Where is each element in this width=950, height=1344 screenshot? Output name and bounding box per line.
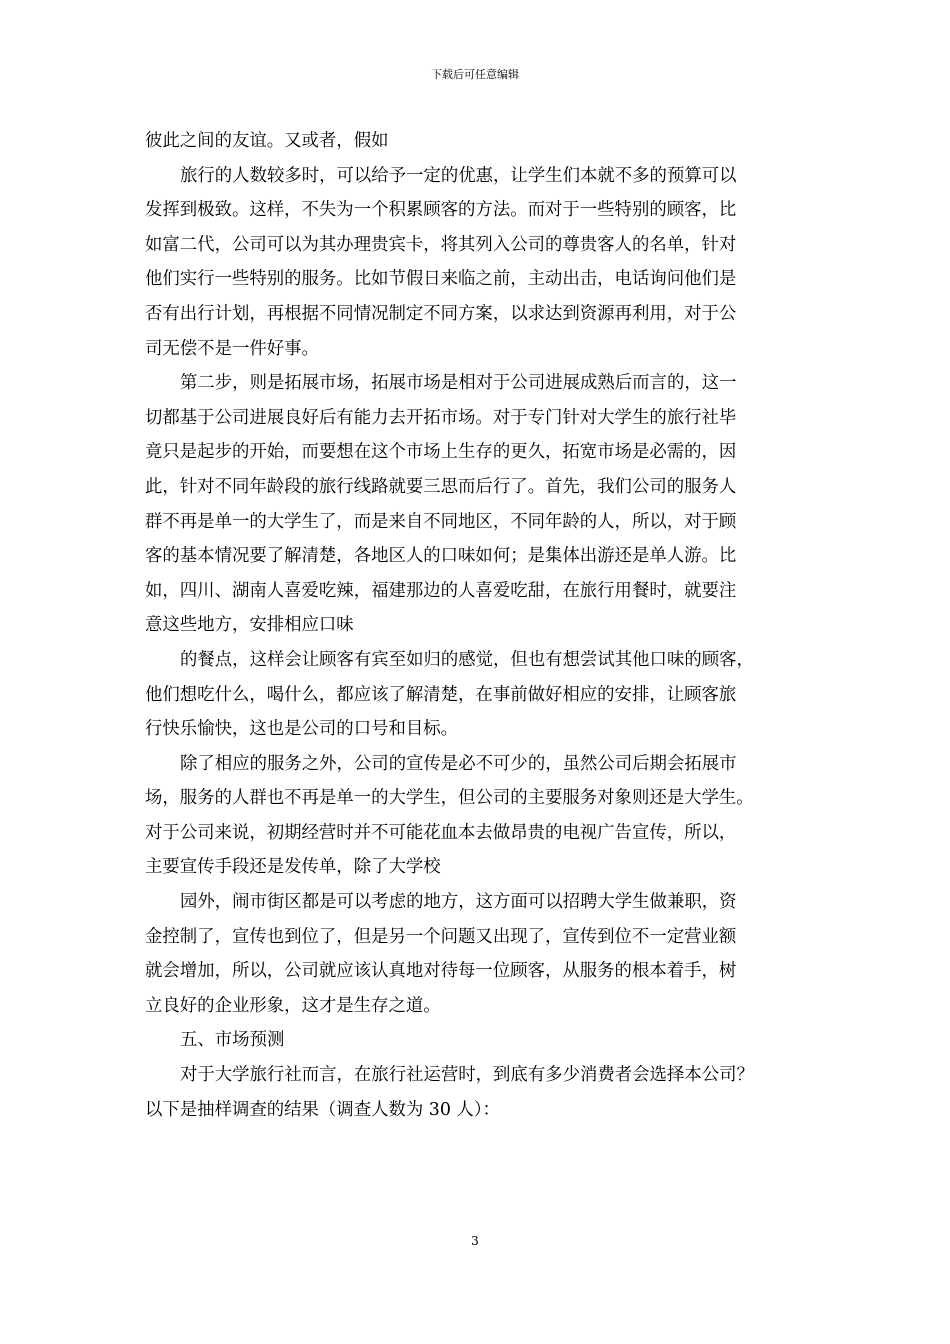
text-line: 对于公司来说，初期经营时并不可能花血本去做昂贵的电视广告宣传，所以， xyxy=(145,822,737,843)
text-line: 对于大学旅行社而言，在旅行社运营时，到底有多少消费者会选择本公司？ xyxy=(180,1065,754,1086)
document-body xyxy=(145,124,813,1127)
text-line: 旅行的人数较多时，可以给予一定的优惠，让学生们本就不多的预算可以 xyxy=(180,165,737,186)
text-line: 群不再是单一的大学生了，而是来自不同地区，不同年龄的人，所以，对于顾 xyxy=(145,511,737,532)
text-line: 竟只是起步的开始，而要想在这个市场上生存的更久，拓宽市场是必需的，因 xyxy=(145,442,737,463)
text-line: 除了相应的服务之外，公司的宣传是必不可少的，虽然公司后期会拓展市 xyxy=(180,753,737,774)
text-line: 发挥到极致。这样，不失为一个积累顾客的方法。而对于一些特别的顾客，比 xyxy=(145,200,737,221)
text-line: 就会增加，所以，公司就应该认真地对待每一位顾客，从服务的根本着手，树 xyxy=(145,961,737,982)
text-line: 第二步，则是拓展市场，拓展市场是相对于公司进展成熟后而言的，这一 xyxy=(180,373,737,394)
text-line: 行快乐愉快，这也是公司的口号和目标。 xyxy=(145,719,459,740)
page-header: 下载后可任意编辑 xyxy=(431,68,519,81)
text-line: 如，四川、湖南人喜爱吃辣，福建那边的人喜爱吃甜，在旅行用餐时，就要注 xyxy=(145,580,737,601)
text-line: 的餐点，这样会让顾客有宾至如归的感觉，但也有想尝试其他口味的顾客， xyxy=(180,649,754,670)
text-line: 否有出行计划，再根据不同情况制定不同方案，以求达到资源再利用，对于公 xyxy=(145,303,737,324)
text-line: 立良好的企业形象，这才是生存之道。 xyxy=(145,995,441,1016)
text-line: 主要宣传手段还是发传单，除了大学校 xyxy=(145,857,441,878)
text-line: 司无偿不是一件好事。 xyxy=(145,338,319,359)
text-line: 以下是抽样调查的结果（调查人数为 30 人）： xyxy=(145,1099,500,1120)
text-line: 此，针对不同年龄段的旅行线路就要三思而后行了。首先，我们公司的服务人 xyxy=(145,476,737,497)
text-line: 意这些地方，安排相应口味 xyxy=(145,615,354,636)
text-line: 园外，闹市街区都是可以考虑的地方，这方面可以招聘大学生做兼职，资 xyxy=(180,892,737,913)
text-line: 如富二代，公司可以为其办理贵宾卡，将其列入公司的尊贵客人的名单，针对 xyxy=(145,234,737,255)
page-number: 3 xyxy=(471,1234,479,1248)
text-line: 彼此之间的友谊。又或者，假如 xyxy=(145,131,389,151)
text-line: 场，服务的人群也不再是单一的大学生，但公司的主要服务对象则还是大学生。 xyxy=(145,788,754,809)
text-line: 客的基本情况要了解清楚，各地区人的口味如何；是集体出游还是单人游。比 xyxy=(145,546,737,567)
text-line: 五、市场预测 xyxy=(180,1030,285,1051)
text-line: 他们实行一些特别的服务。比如节假日来临之前，主动出击，电话询问他们是 xyxy=(145,269,737,290)
text-line: 金控制了，宣传也到位了，但是另一个问题又出现了，宣传到位不一定营业额 xyxy=(145,926,737,947)
text-line: 切都基于公司进展良好后有能力去开拓市场。对于专门针对大学生的旅行社毕 xyxy=(145,407,737,428)
text-line: 他们想吃什么，喝什么，都应该了解清楚，在事前做好相应的安排，让顾客旅 xyxy=(145,684,737,705)
